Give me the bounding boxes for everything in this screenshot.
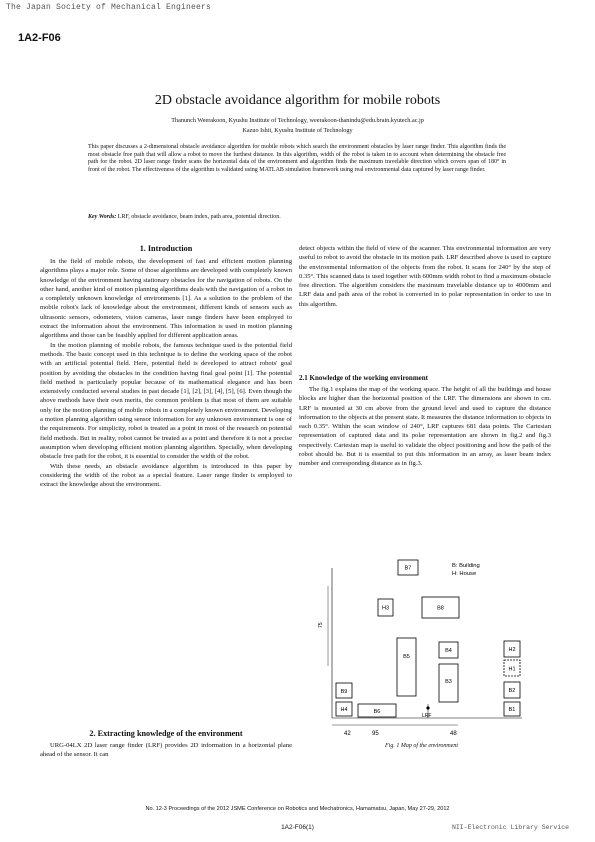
block-b1 bbox=[504, 702, 520, 716]
legend-house: H: House bbox=[452, 571, 477, 577]
block-b2 bbox=[504, 682, 520, 698]
section-title-extracting: 2. Extracting knowledge of the environment bbox=[89, 729, 243, 738]
block-h2 bbox=[504, 641, 520, 657]
author-line-2: Kazuo Ishii, Kyushu Institute of Technology bbox=[242, 127, 353, 134]
intro-paragraph: In the field of mobile robots, the development of fast and efficient motion planning algorithms plays a major role. Some of those algorithms are developed with completely known knowledge of the environment having stationary obstacles for the navigation of robots. On the other hand, another kind of motion planning algorithms deals with the navigation of a robot in a completely unknown knowledge of environments [1]. As a solution to the problem of the mobile robot's lack of knowledge about the environment, different kinds of sensors such as ultrasonic sensors, odometers, vision cameras, laser range finders have been employed to extract the information about the environment. This information is used in motion planning algorithms and those can be feasibly applied for different application areas. bbox=[40, 258, 292, 340]
block-h3 bbox=[378, 599, 393, 616]
working-paragraph: The fig.1 explains the map of the working space. The height of all the buildings and house blocks are higher than the horizontal position of the LRF. The dimensions are shown in cm. LRF is mounted at 30 cm above from the ground level and used to capture the distance information to the objects at the present state. It measures the distance information to objects in each 0.35°. Within the scan window of 240°, LRF captures 681 data points. The Cartesian representation of captured data and its polar representation are shown in fig.2 and fig.3 respectively. Cartesian map is useful to validate the object positioning and how the path of the robot should be. But it is essential to put this information in an array, as laser beam index number and corresponding distance as in fig.3. bbox=[299, 386, 551, 468]
continued-paragraph: detect objects within the field of view of the scanner. This environmental information are very useful to robot to avoid the obstacle in its motion path. LRF described above is used to capture the environmental information of the objects from the robot. It scans for 240° by the step of 0.35°. This scanned data is used together with 600mm width robot to find a maximum obstacle free direction. The algorithm considers the maximum travelable distance up to 4000mm and LRF data and path area of the robot is converted in to polar representation in order to use in this algorithm. bbox=[299, 245, 551, 308]
keywords-label: Key Words: bbox=[88, 214, 117, 220]
keywords-text: LRF, obstacle avoidance, beam index, path area, potential direction. bbox=[117, 214, 281, 220]
svg-text:B1: B1 bbox=[508, 707, 516, 713]
lrf-position-dot bbox=[426, 706, 429, 709]
paper-title: 2D obstacle avoidance algorithm for mobile robots bbox=[154, 93, 441, 108]
introduction-body bbox=[40, 257, 292, 489]
dimension-label-95: 95 bbox=[372, 731, 379, 737]
block-b6 bbox=[358, 704, 396, 717]
block-b9 bbox=[336, 683, 352, 698]
section-title-introduction: 1. Introduction bbox=[139, 244, 193, 253]
lrf-label: LRF bbox=[422, 713, 432, 719]
block-b5 bbox=[397, 638, 416, 696]
svg-text:H1: H1 bbox=[508, 666, 516, 673]
extracting-body bbox=[40, 741, 292, 760]
author-line-1: Thanunch Weerakoon, Kyushu Institute of Technology, weerakoon-thanindu@edu.brain.kyutech.ac.jp bbox=[171, 117, 424, 124]
legend-building: B: Building bbox=[452, 563, 480, 569]
working-environment-body bbox=[299, 385, 551, 469]
intro-paragraph: In the motion planning of mobile robots, the famous technique used is the potential field methods. The basic concept used in this technique is to define the working space of the robot with an artificial potential field. Here, potential field is developed to attract robots' goal position by avoiding the obstacles in the condition having final goal point [1]. The potential field method is particularly popular because of its mathematical elegance and has been extensively conducted several studies in past decade [1], [2], [3], [4], [5], [6]. Even though the above methods have their own merits, the common problem is that most of them are suitable only for the motion planning of mobile robots in a completely known environment. Developing a motion planning algorithm using sensor information for any unknown environment is one of the requirements. For simplicity, robot is treated as a point in most of the research on potential field methods. But in reality, robot cannot be treated as a point and therefore it is not a precise assumption when developing efficient motion planning algorithm. Specially, when developing obstacle free path for the robot, it is essential to consider the width of the robot. bbox=[40, 341, 292, 461]
dimension-label-side: 75 bbox=[318, 622, 324, 628]
page-number: 1A2-F06(1) bbox=[281, 824, 314, 831]
svg-text:B9: B9 bbox=[340, 689, 348, 695]
block-h4 bbox=[336, 702, 352, 716]
svg-text:B7: B7 bbox=[404, 565, 412, 572]
abstract: This paper discusses a 2-dimensional obstacle avoidance algorithm for mobile robots which search the environment obstacles by laser range finder. This algorithm finds the most obstacle free path that will allow a robot to move the furthest distance. In this algorithm, width of the robot is taken in to account when determining the obstacle free path for the robot. 2D laser range finder scans the horizontal data of the environment and algorithm finds the maximum travelable direction which covers span of 180° in front of the robot. The effectiveness of the algorithm is validated using MATLAB simulation framework using real environmental data captured by laser range finder. bbox=[88, 144, 506, 173]
extract-paragraph: URG-04LX 2D laser range finder (LRF) provides 2D information in a horizontal plane ahead of the sensor. It can bbox=[40, 742, 292, 759]
block-b8 bbox=[422, 597, 459, 618]
intro-paragraph: With these needs, an obstacle avoidance algorithm is introduced in this paper by considering the width of the robot as a special feature. Laser range finder is employed to extract the knowledge about the environment. bbox=[40, 462, 292, 489]
block-b3 bbox=[439, 664, 458, 702]
svg-text:B4: B4 bbox=[445, 648, 452, 654]
dimension-label-48: 48 bbox=[450, 731, 457, 737]
proceedings-footer: No. 12-3 Proceedings of the 2012 JSME Conference on Robotics and Mechatronics, Hamamatsu, Japan, May 27-29, 2012 bbox=[145, 806, 450, 812]
subsection-title-working-environment: 2.1 Knowledge of the working environment bbox=[299, 374, 428, 382]
svg-text:B8: B8 bbox=[437, 605, 444, 612]
svg-text:B6: B6 bbox=[373, 709, 381, 715]
right-column-continued bbox=[299, 244, 551, 309]
svg-text:B3: B3 bbox=[445, 679, 452, 685]
block-b7 bbox=[398, 560, 418, 575]
svg-text:B2: B2 bbox=[508, 688, 516, 694]
library-service-footer: NII-Electronic Library Service bbox=[452, 824, 570, 831]
svg-text:H4: H4 bbox=[340, 707, 348, 713]
block-h1 bbox=[504, 660, 520, 676]
society-header: The Japan Society of Mechanical Engineers bbox=[6, 3, 212, 12]
paper-id: 1A2-F06 bbox=[18, 32, 61, 44]
keywords bbox=[88, 214, 506, 220]
environment-map-figure bbox=[318, 556, 530, 742]
svg-text:B5: B5 bbox=[403, 654, 410, 660]
svg-text:H3: H3 bbox=[381, 605, 390, 612]
figure-caption: Fig. 1 Map of the environment bbox=[385, 743, 459, 749]
block-b4 bbox=[439, 642, 458, 658]
dimension-label-42: 42 bbox=[344, 731, 351, 737]
svg-text:H2: H2 bbox=[508, 647, 516, 653]
